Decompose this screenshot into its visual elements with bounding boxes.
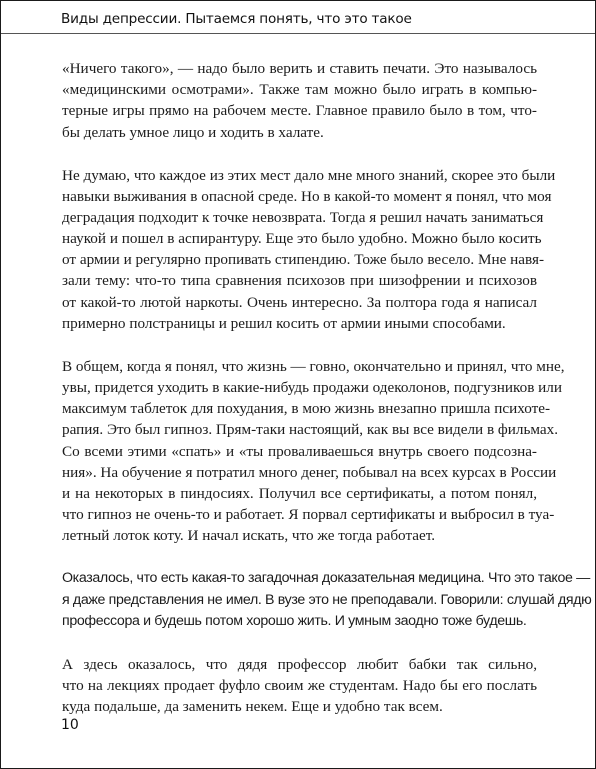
text-line: деградация подходит к точке невозврата. Тогда я решил начать заниматься: [62, 208, 544, 226]
text-line: ния». На обучение я потратил много денег, побывал на всех курсах в России: [62, 463, 557, 481]
text-line: от какой-то лютой наркоты. Очень интересно. За полтора года я написал: [62, 293, 537, 311]
text-line: зали тему: что-то типа сравнения психозов при шизофрении и психозов: [62, 272, 537, 290]
text-line: «Ничего такого», — надо было верить и ставить печати. Это называлось: [62, 60, 537, 77]
text-line: Не думаю, что каждое из этих мест дало мне много знаний, скорее это были: [62, 166, 556, 184]
paragraph: [62, 568, 592, 632]
text-line: В общем, когда я понял, что жизнь — говно, окончательно и принял, что мне,: [62, 357, 565, 375]
text-line: что гипноз не очень-то и работает. Я порвал сертификаты и выбросил в туа-: [62, 506, 555, 524]
text-line: профессора и будешь потом хорошо жить. И умным заодно тоже будешь.: [62, 612, 527, 629]
text-line: я даже представления не имел. В вузе это не преподавали. Говорили: слушай дядю: [62, 591, 592, 608]
running-head-title: Виды депрессии. Пытаемся понять, что это такое: [61, 11, 412, 27]
body-text: [62, 58, 592, 739]
paragraph: [62, 58, 537, 143]
text-line: терные игры прямо на рабочем месте. Главное правило было в том, что-: [62, 102, 537, 120]
paragraph: [62, 654, 537, 718]
text-line: А здесь оказалось, что дядя профессор любит бабки так сильно,: [62, 655, 537, 673]
text-line: увы, придется уходить в какие-нибудь продажи одеколонов, подгузников или: [62, 379, 562, 397]
text-line: Оказалось, что есть какая-то загадочная доказательная медицина. Что это такое —: [62, 570, 590, 587]
page-number: 10: [61, 717, 79, 733]
header-divider: [1, 33, 595, 34]
text-line: примерно полстраницы и решил косить от армии иными способами.: [62, 314, 506, 332]
text-line: максимум таблеток для похудания, в мою жизнь внезапно пришла психоте-: [62, 400, 551, 418]
text-line: летный лоток коту. И начал искать, что же тогда работает.: [62, 527, 436, 545]
text-line: навыки выживания в опасной среде. Но в какой-то момент я понял, что моя: [62, 187, 552, 205]
paragraph: [62, 165, 556, 335]
text-line: куда подальше, да заменить некем. Еще и удобно так всем.: [62, 698, 443, 716]
text-line: от армии и регулярно пропивать стипендию. Тоже было весело. Мне навя-: [62, 251, 545, 269]
text-line: и на некоторых в пиндосиях. Получил все сертификаты, а потом понял,: [62, 484, 537, 502]
text-line: «медицинскими осмотрами». Также там можно было играть в компью-: [62, 81, 537, 99]
text-line: наукой и пошел в аспирантуру. Еще это было удобно. Можно было косить: [62, 230, 542, 248]
paragraph: [62, 356, 565, 547]
text-line: бы делать умное лицо и ходить в халате.: [62, 123, 324, 141]
text-line: что на лекциях продает фуфло своим же студентам. Надо бы его послать: [62, 676, 537, 694]
text-line: Со всеми этими «спать» и «ты проваливаешься внутрь своего подсозна-: [62, 442, 537, 460]
text-line: рапия. Это был гипноз. Прям-таки настоящий, как вы все видели в фильмах.: [62, 421, 559, 439]
